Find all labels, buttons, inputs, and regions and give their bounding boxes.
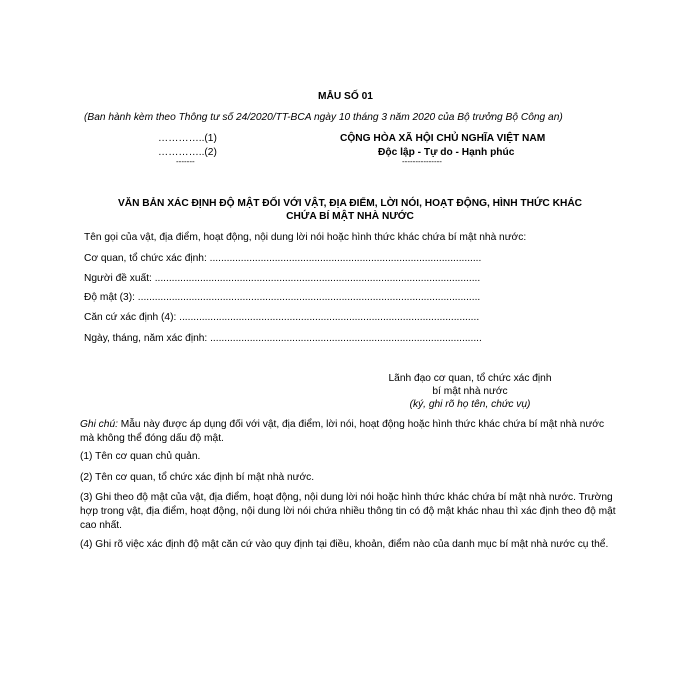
note-2: (2) Tên cơ quan, tổ chức xác định bí mật nhà nước. <box>80 472 315 483</box>
agency-line-1: …………..(1) <box>158 133 217 144</box>
issued-note: (Ban hành kèm theo Thông tư số 24/2020/TT-BCA ngày 10 tháng 3 năm 2020 của Bộ trưởng Bộ Công an) <box>84 112 563 123</box>
signature-title-2: bí mật nhà nước <box>432 386 508 397</box>
agency-divider: ------- <box>176 157 195 166</box>
field-basis: Căn cứ xác định (4): .......................................................................................................... <box>84 312 480 323</box>
note-text: Mẫu này được áp dụng đối với vật, địa điểm, lời nói, hoạt động hoặc hình thức khác chứa bí mật nhà nước mà không thể đóng dấu độ mật. <box>80 419 605 444</box>
document-title-line-1: VĂN BẢN XÁC ĐỊNH ĐỘ MẬT ĐỐI VỚI VẬT, ĐỊA ĐIỂM, LỜI NÓI, HOẠT ĐỘNG, HÌNH THỨC KHÁC <box>117 198 583 209</box>
note-3: (3) Ghi theo độ mật của vật, địa điểm, hoạt động, nội dung lời nói hoặc hình thức khác chứa bí mật nhà nước. Trường hợp trong vật, địa điểm, hoạt động, nội dung lời nói chứa nhiều thông tin có độ mật khác nhau thì xác định theo độ mật cao nhất. <box>80 492 616 531</box>
document-title-line-2: CHỨA BÍ MẬT NHÀ NƯỚC <box>286 211 414 222</box>
nation-header: CỘNG HÒA XÃ HỘI CHỦ NGHĨA VIỆT NAM <box>340 133 546 144</box>
nation-divider: --------------- <box>402 157 442 166</box>
note-label: Ghi chú: <box>80 419 118 430</box>
field-proposer: Người đề xuất: ................................................................................................................... <box>84 273 481 284</box>
form-number: MẪU SỐ 01 <box>318 91 373 102</box>
note-1: (1) Tên cơ quan chủ quản. <box>80 451 201 462</box>
signature-instruction: (ký, ghi rõ họ tên, chức vụ) <box>409 399 531 410</box>
field-agency: Cơ quan, tổ chức xác định: ................................................................................................ <box>84 253 482 264</box>
agency-line-2: …………..(2) <box>158 147 217 158</box>
note-paragraph <box>80 418 620 446</box>
intro-line: Tên gọi của vật, địa điểm, hoạt động, nội dung lời nói hoặc hình thức khác chứa bí mật nhà nước: <box>84 232 527 243</box>
nation-motto: Độc lập - Tự do - Hạnh phúc <box>378 147 515 158</box>
field-date: Ngày, tháng, năm xác định: ................................................................................................ <box>84 333 482 344</box>
note-4: (4) Ghi rõ việc xác định độ mật căn cứ vào quy định tại điều, khoản, điểm nào của danh mục bí mật nhà nước cụ thể. <box>80 539 609 550</box>
field-secrecy-level: Độ mật (3): ......................................................................................................................... <box>84 292 481 303</box>
signature-title: Lãnh đạo cơ quan, tổ chức xác định <box>388 373 552 384</box>
